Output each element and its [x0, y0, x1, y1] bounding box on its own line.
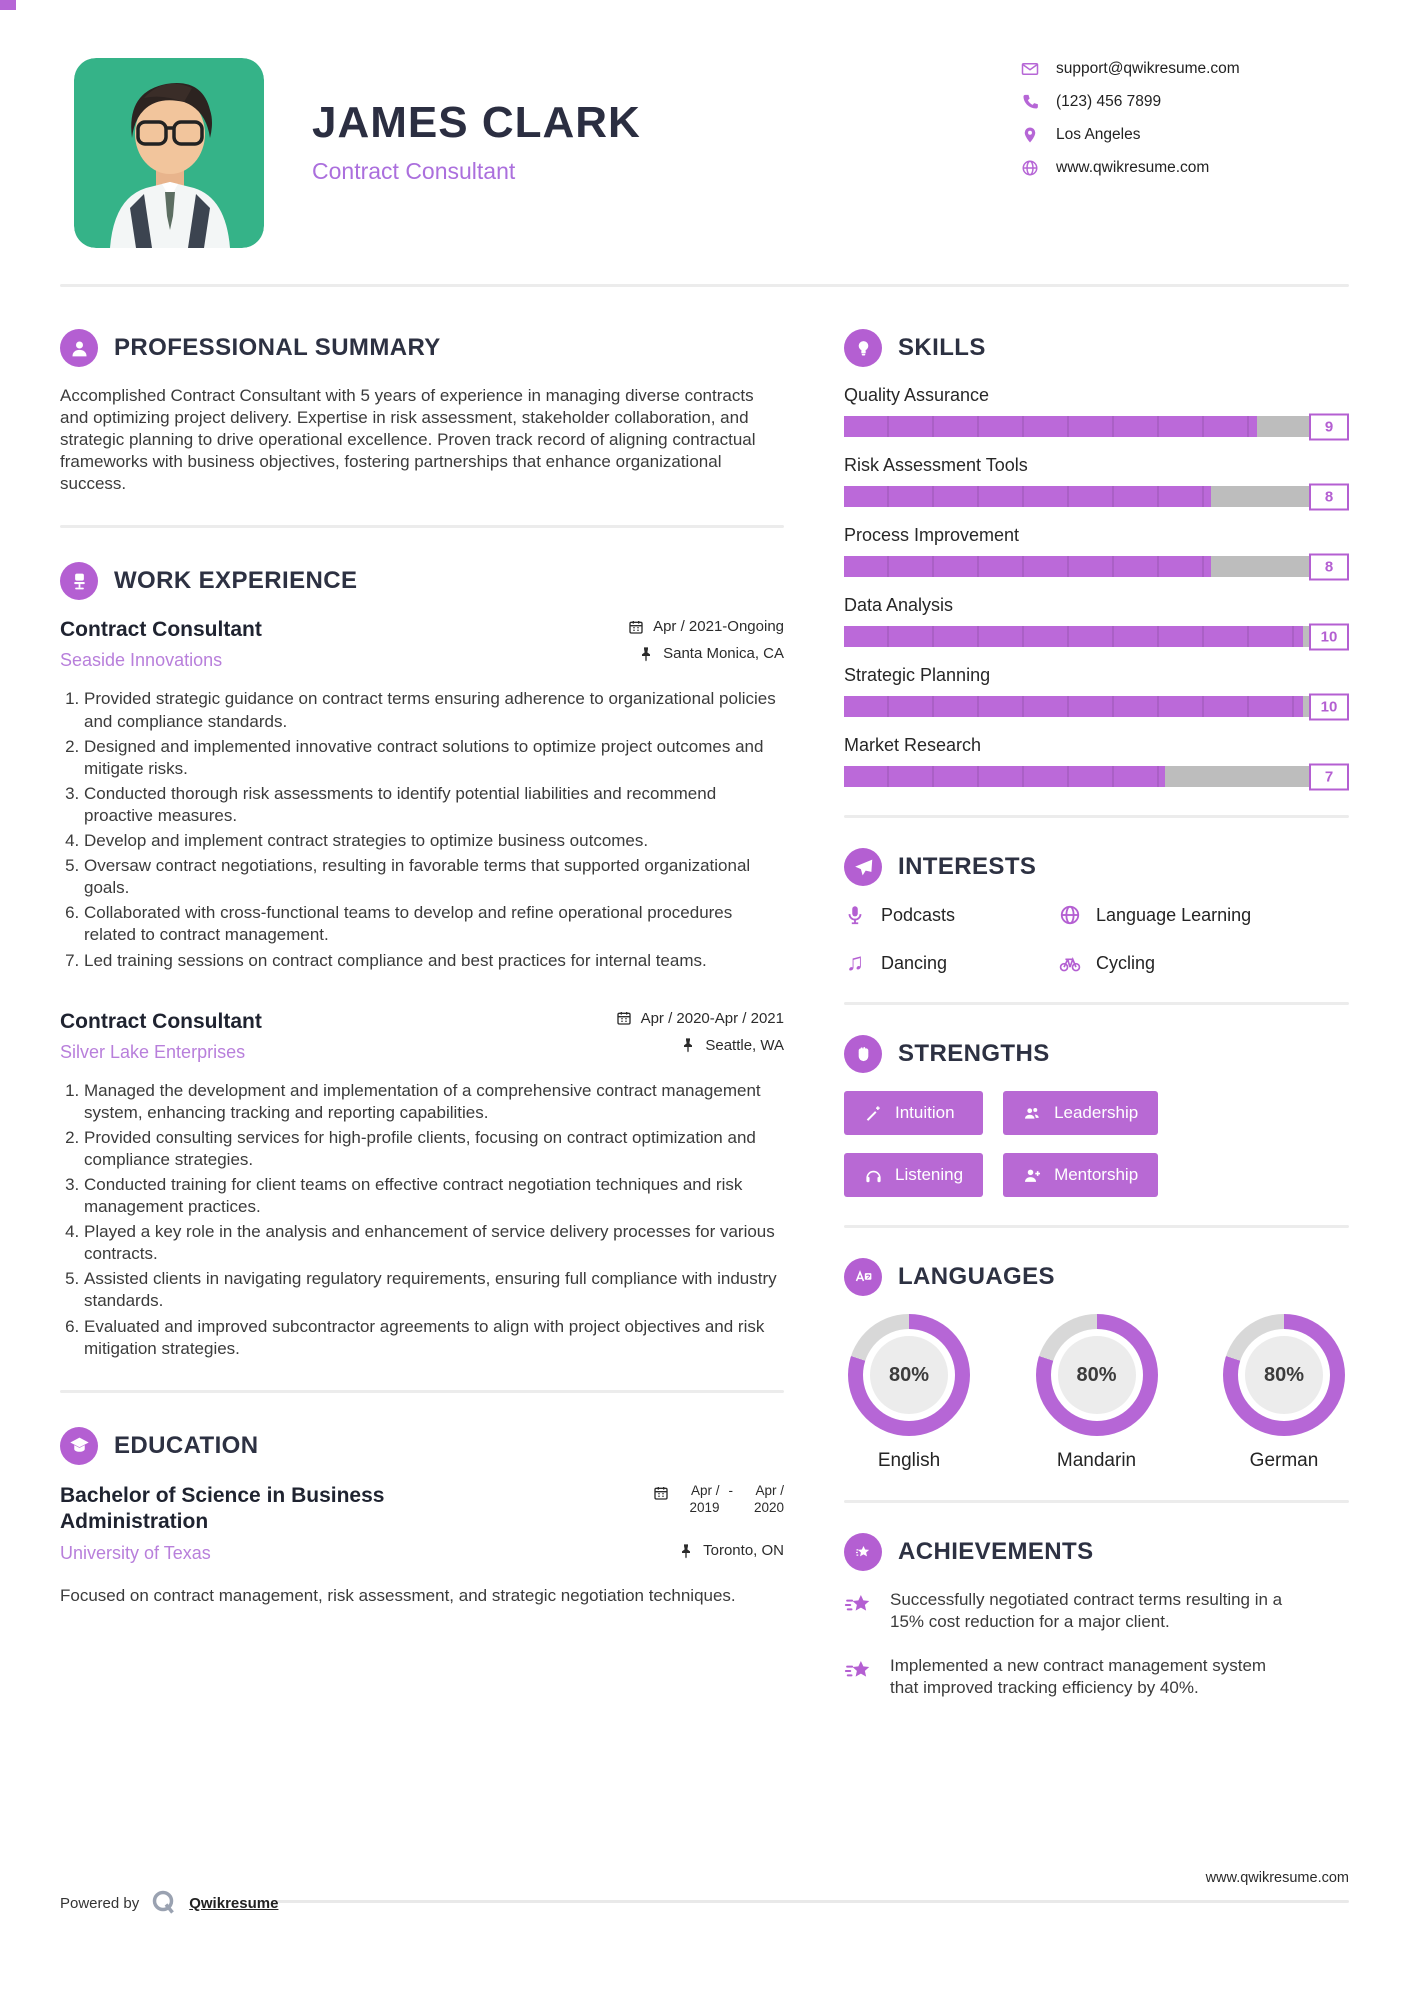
- powered-by-text: Powered by: [60, 1894, 140, 1912]
- section-strengths: [844, 1035, 1349, 1197]
- shooting-star-icon: [844, 1590, 874, 1620]
- strength-label: Mentorship: [1054, 1165, 1139, 1184]
- job-bullet: 4. Played a key role in the analysis and enhancement of service delivery processes for various contracts.: [84, 1221, 784, 1265]
- section-education: [60, 1427, 784, 1608]
- contact-location-text: Los Angeles: [1056, 126, 1141, 143]
- skill-item: [844, 525, 1349, 577]
- contact-website-text: www.qwikresume.com: [1056, 159, 1210, 176]
- left-divider-2: [60, 1390, 784, 1393]
- job-bullet: 6. Collaborated with cross-functional teams to develop and refine operational procedures related to contract management.: [84, 902, 784, 946]
- section-skills: [844, 329, 1349, 787]
- person-name: JAMES CLARK: [312, 98, 641, 147]
- avatar-illustration: [74, 58, 264, 248]
- language-item: [1219, 1314, 1349, 1472]
- name-block: [312, 58, 973, 248]
- interest-label: Cycling: [1096, 952, 1156, 973]
- right-divider-2: [844, 1002, 1349, 1005]
- headphones-icon: [864, 1166, 883, 1185]
- skill-name: Process Improvement: [844, 525, 1020, 545]
- achievement-text: Implemented a new contract management system that improved tracking efficiency by 40%.: [890, 1656, 1267, 1698]
- skill-bar-fill: [844, 416, 1257, 437]
- education-description: Focused on contract management, risk assessment, and strategic negotiation techniques.: [60, 1586, 736, 1606]
- strength-chip: [1003, 1153, 1158, 1197]
- skills-title: SKILLS: [898, 334, 986, 361]
- education-title: EDUCATION: [114, 1431, 259, 1459]
- skill-bar-fill: [844, 766, 1165, 787]
- skill-rating-badge: 10: [1309, 693, 1349, 720]
- strength-label: Leadership: [1054, 1103, 1139, 1122]
- translate-icon: [844, 1258, 882, 1296]
- qwikresume-link[interactable]: Qwikresume: [189, 1894, 279, 1912]
- contact-phone[interactable]: [1021, 93, 1351, 111]
- job-bullet: 4. Develop and implement contract strategies to optimize business outcomes.: [84, 830, 784, 852]
- right-column: [844, 287, 1349, 1721]
- right-divider-3: [844, 1225, 1349, 1228]
- shooting-star-icon: [844, 1656, 874, 1686]
- experience-title: WORK EXPERIENCE: [114, 567, 358, 595]
- skill-rating-badge: 8: [1309, 483, 1349, 510]
- education-date-start: Apr / 2019: [689, 1482, 720, 1515]
- section-languages: [844, 1258, 1349, 1472]
- summary-title: PROFESSIONAL SUMMARY: [114, 334, 441, 361]
- contact-list: [1021, 58, 1351, 248]
- summary-text: Accomplished Contract Consultant with 5 years of experience in managing diverse contracts and optimizing project delivery. Expertise in risk assessment, stakeholder collaboration, and strategic planning to drive operational excellence. Proven track record of aligning contractual frameworks with business objectives, fostering partnerships that enhance organizational success.: [60, 386, 756, 494]
- calendar-icon: [653, 1485, 669, 1501]
- bicycle-icon: [1059, 952, 1081, 974]
- interest-item: [1059, 952, 1349, 974]
- powered-by: [60, 1888, 278, 1918]
- job-entry: [60, 618, 784, 971]
- skill-bar: [844, 696, 1349, 717]
- skill-item: [844, 455, 1349, 507]
- graduation-cap-icon: [60, 1427, 98, 1465]
- job-date: [628, 618, 784, 635]
- globe-icon: [1021, 159, 1039, 177]
- education-degree: Bachelor of Science in Business Administration: [60, 1483, 385, 1533]
- skill-bar: [844, 486, 1349, 507]
- job-bullet: 3. Conducted training for client teams on effective contract negotiation techniques and risk management practices.: [84, 1174, 784, 1218]
- globe-icon: [1059, 904, 1081, 926]
- section-achievements: [844, 1533, 1349, 1699]
- interest-label: Dancing: [881, 952, 948, 973]
- section-work-experience: [60, 562, 784, 1359]
- interests-grid: [844, 904, 1349, 974]
- qwikresume-logo-icon: [149, 1888, 179, 1918]
- job-role: Contract Consultant: [60, 1009, 262, 1033]
- education-dates: [653, 1483, 785, 1517]
- corner-accent-mark: [0, 0, 16, 10]
- education-location: [653, 1542, 785, 1559]
- interest-item: [1059, 904, 1349, 926]
- skill-name: Market Research: [844, 735, 982, 755]
- pushpin-icon: [680, 1037, 696, 1053]
- job-bullet: 1. Provided strategic guidance on contract terms ensuring adherence to organizational policies and compliance standards.: [84, 688, 784, 732]
- language-progress-ring: [1036, 1314, 1158, 1436]
- interest-item: [844, 949, 1059, 976]
- profile-photo: [74, 58, 264, 248]
- achievement-item: [844, 1589, 1349, 1633]
- magic-wand-icon: [864, 1104, 883, 1123]
- job-company: Seaside Innovations: [60, 650, 223, 671]
- job-bullet: 2. Designed and implemented innovative contract solutions to optimize project outcomes and mitigate risks.: [84, 736, 784, 780]
- job-entry: [60, 1010, 784, 1360]
- skill-item: [844, 595, 1349, 647]
- phone-icon: [1021, 93, 1039, 111]
- skill-bar: [844, 556, 1349, 577]
- language-percent: 80%: [1058, 1336, 1136, 1414]
- languages-title: LANGUAGES: [898, 1263, 1055, 1290]
- left-divider-1: [60, 525, 784, 528]
- pushpin-icon: [678, 1543, 694, 1559]
- job-bullet: 1. Managed the development and implementation of a comprehensive contract management system, enhancing tracking and reporting capabilities.: [84, 1080, 784, 1124]
- education-school: University of Texas: [60, 1543, 211, 1564]
- skill-bar-fill: [844, 556, 1211, 577]
- footer-divider: [272, 1900, 1349, 1903]
- fist-icon: [844, 1035, 882, 1073]
- language-percent: 80%: [870, 1336, 948, 1414]
- strengths-grid: [844, 1091, 1349, 1197]
- right-divider-4: [844, 1500, 1349, 1503]
- language-item: [844, 1314, 974, 1472]
- interest-label: Language Learning: [1096, 904, 1252, 925]
- language-name: Mandarin: [1056, 1450, 1137, 1471]
- skill-rating-badge: 10: [1309, 623, 1349, 650]
- skill-bar: [844, 626, 1349, 647]
- music-note-icon: ♫: [846, 949, 864, 976]
- section-interests: [844, 848, 1349, 974]
- job-bullet: 5. Oversaw contract negotiations, resulting in favorable terms that supported organizational goals.: [84, 855, 784, 899]
- pushpin-icon: [638, 646, 654, 662]
- education-date-separator: -: [728, 1482, 733, 1498]
- person-job-title: Contract Consultant: [312, 158, 516, 184]
- interest-label: Podcasts: [881, 904, 956, 925]
- skill-rating-badge: 8: [1309, 553, 1349, 580]
- job-company: Silver Lake Enterprises: [60, 1041, 246, 1062]
- skill-name: Data Analysis: [844, 595, 954, 615]
- footer-website[interactable]: www.qwikresume.com: [1205, 1870, 1349, 1886]
- skill-bar: [844, 766, 1349, 787]
- language-name: English: [877, 1450, 941, 1471]
- page-footer: [60, 1870, 1349, 1924]
- job-location: [628, 645, 784, 662]
- languages-row: [844, 1314, 1349, 1472]
- skill-bar: [844, 416, 1349, 437]
- strength-chip: [844, 1153, 983, 1197]
- job-date-text: Apr / 2020-Apr / 2021: [640, 1009, 784, 1027]
- skill-bar-fill: [844, 486, 1211, 507]
- right-divider-1: [844, 815, 1349, 818]
- language-item: [1032, 1314, 1162, 1472]
- content-columns: [0, 287, 1407, 1721]
- strengths-title: STRENGTHS: [898, 1040, 1050, 1067]
- language-progress-ring: [1223, 1314, 1345, 1436]
- language-progress-ring: [848, 1314, 970, 1436]
- strength-label: Intuition: [895, 1103, 955, 1122]
- interest-item: [844, 904, 1059, 926]
- job-bullet: 3. Conducted thorough risk assessments to identify potential liabilities and recommend proactive measures.: [84, 783, 784, 827]
- calendar-icon: [616, 1010, 632, 1026]
- contact-email[interactable]: [1021, 60, 1351, 78]
- strength-label: Listening: [895, 1165, 964, 1184]
- skill-item: [844, 665, 1349, 717]
- job-bullet: 2. Provided consulting services for high-profile clients, focusing on contract optimization and compliance strategies.: [84, 1127, 784, 1171]
- job-bullets: [60, 1080, 784, 1360]
- job-role: Contract Consultant: [60, 618, 262, 642]
- skill-item: [844, 735, 1349, 787]
- office-chair-icon: [60, 562, 98, 600]
- job-bullet: 7. Led training sessions on contract compliance and best practices for internal teams.: [84, 950, 784, 972]
- strength-chip: [1003, 1091, 1158, 1135]
- header: [0, 0, 1407, 248]
- job-date: [616, 1010, 784, 1027]
- achievement-item: [844, 1655, 1349, 1699]
- person-icon: [60, 329, 98, 367]
- calendar-icon: [628, 619, 644, 635]
- education-date-end: Apr / 2020: [753, 1482, 784, 1515]
- section-professional-summary: [60, 329, 784, 495]
- paper-plane-icon: [844, 848, 882, 886]
- star-circle-icon: [844, 1533, 882, 1571]
- skill-name: Risk Assessment Tools: [844, 455, 1028, 475]
- people-icon: [1023, 1104, 1042, 1123]
- job-bullets: [60, 688, 784, 971]
- skill-rating-badge: 7: [1309, 763, 1349, 790]
- contact-website[interactable]: [1021, 159, 1351, 177]
- achievements-title: ACHIEVEMENTS: [898, 1538, 1094, 1565]
- strength-chip: [844, 1091, 983, 1135]
- language-percent: 80%: [1245, 1336, 1323, 1414]
- left-column: [60, 287, 784, 1721]
- job-date-text: Apr / 2021-Ongoing: [653, 618, 784, 636]
- job-location-text: Seattle, WA: [705, 1036, 784, 1054]
- skill-item: [844, 385, 1349, 437]
- contact-location: [1021, 126, 1351, 144]
- mail-icon: [1021, 60, 1039, 78]
- contact-email-text: support@qwikresume.com: [1056, 60, 1240, 77]
- job-bullet: 5. Assisted clients in navigating regulatory requirements, ensuring full compliance with industry standards.: [84, 1268, 784, 1312]
- skill-bar-fill: [844, 696, 1303, 717]
- interests-title: INTERESTS: [898, 853, 1037, 880]
- skill-bar-fill: [844, 626, 1303, 647]
- lightbulb-icon: [844, 329, 882, 367]
- microphone-icon: [844, 904, 866, 926]
- user-plus-icon: [1023, 1166, 1042, 1185]
- education-location-text: Toronto, ON: [703, 1542, 784, 1560]
- skill-rating-badge: 9: [1309, 413, 1349, 440]
- job-bullet: 6. Evaluated and improved subcontractor agreements to align with project objectives and risk mitigation strategies.: [84, 1316, 784, 1360]
- skill-name: Strategic Planning: [844, 665, 991, 685]
- language-name: German: [1249, 1450, 1319, 1471]
- location-icon: [1021, 126, 1039, 144]
- skill-name: Quality Assurance: [844, 385, 990, 405]
- job-location: [616, 1037, 784, 1054]
- contact-phone-text: (123) 456 7899: [1056, 93, 1162, 110]
- achievement-text: Successfully negotiated contract terms resulting in a 15% cost reduction for a major client.: [890, 1590, 1283, 1632]
- job-location-text: Santa Monica, CA: [663, 645, 784, 663]
